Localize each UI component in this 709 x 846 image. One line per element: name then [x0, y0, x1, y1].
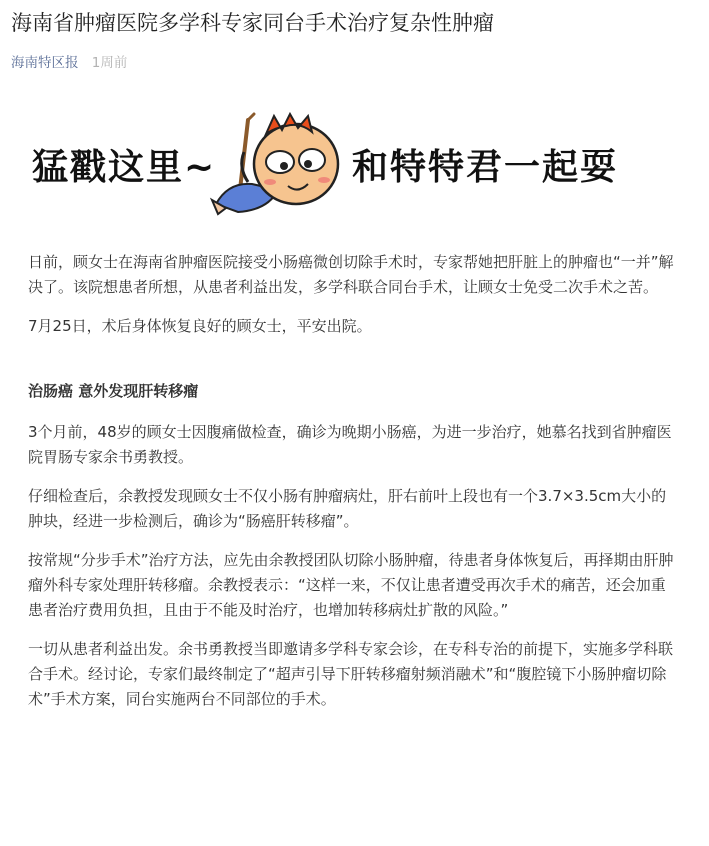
- paragraph: 7月25日，术后身体恢复良好的顾女士，平安出院。: [28, 317, 372, 335]
- promo-banner[interactable]: [0, 112, 709, 222]
- paragraph: 按常规“分步手术”治疗方法，应先由余教授团队切除小肠肿瘤，待患者身体恢复后，再择期由肝肿瘤外科专家处理肝转移瘤。余教授表示：“这样一来，不仅让患者遭受再次手术的痛苦，还会加重患者治疗费用负担，且由于不能及时治疗，也增加转移病灶扩散的风险。”: [28, 551, 674, 619]
- paragraph: 3个月前，48岁的顾女士因腹痛做检查，确诊为晚期小肠癌，为进一步治疗，她慕名找到省肿瘤医院胃肠专家余书勇教授。: [28, 423, 672, 466]
- paragraph: 一切从患者利益出发。余书勇教授当即邀请多学科专家会诊，在专科专治的前提下，实施多学科联合手术。经讨论，专家们最终制定了“超声引导下肝转移瘤射频消融术”和“腹腔镜下小肠肿瘤切除术”手术方案，同台实施两台不同部位的手术。: [28, 640, 674, 708]
- section-heading: 治肠癌 意外发现肝转移瘤: [28, 382, 199, 400]
- article-meta: [11, 53, 127, 73]
- cartoon-mascot-icon: [208, 112, 348, 222]
- banner-left-text: 猛戳这里~: [32, 147, 217, 188]
- article-title: 海南省肿瘤医院多学科专家同台手术治疗复杂性肿瘤: [11, 11, 494, 35]
- paragraph: 仔细检查后，余教授发现顾女士不仅小肠有肿瘤病灶，肝右前叶上段也有一个3.7×3.5cm大小的肿块，经进一步检测后，确诊为“肠癌肝转移瘤”。: [28, 487, 667, 530]
- publish-time: 1周前: [91, 55, 128, 71]
- article-body: [28, 250, 678, 726]
- banner-right-text: 和特特君一起耍: [352, 147, 619, 188]
- paragraph: 日前，顾女士在海南省肿瘤医院接受小肠癌微创切除手术时，专家帮她把肝脏上的肿瘤也“一并”解决了。该院想患者所想，从患者利益出发，多学科联合同台手术，让顾女士免受二次手术之苦。: [28, 253, 674, 296]
- source-link[interactable]: 海南特区报: [11, 55, 79, 71]
